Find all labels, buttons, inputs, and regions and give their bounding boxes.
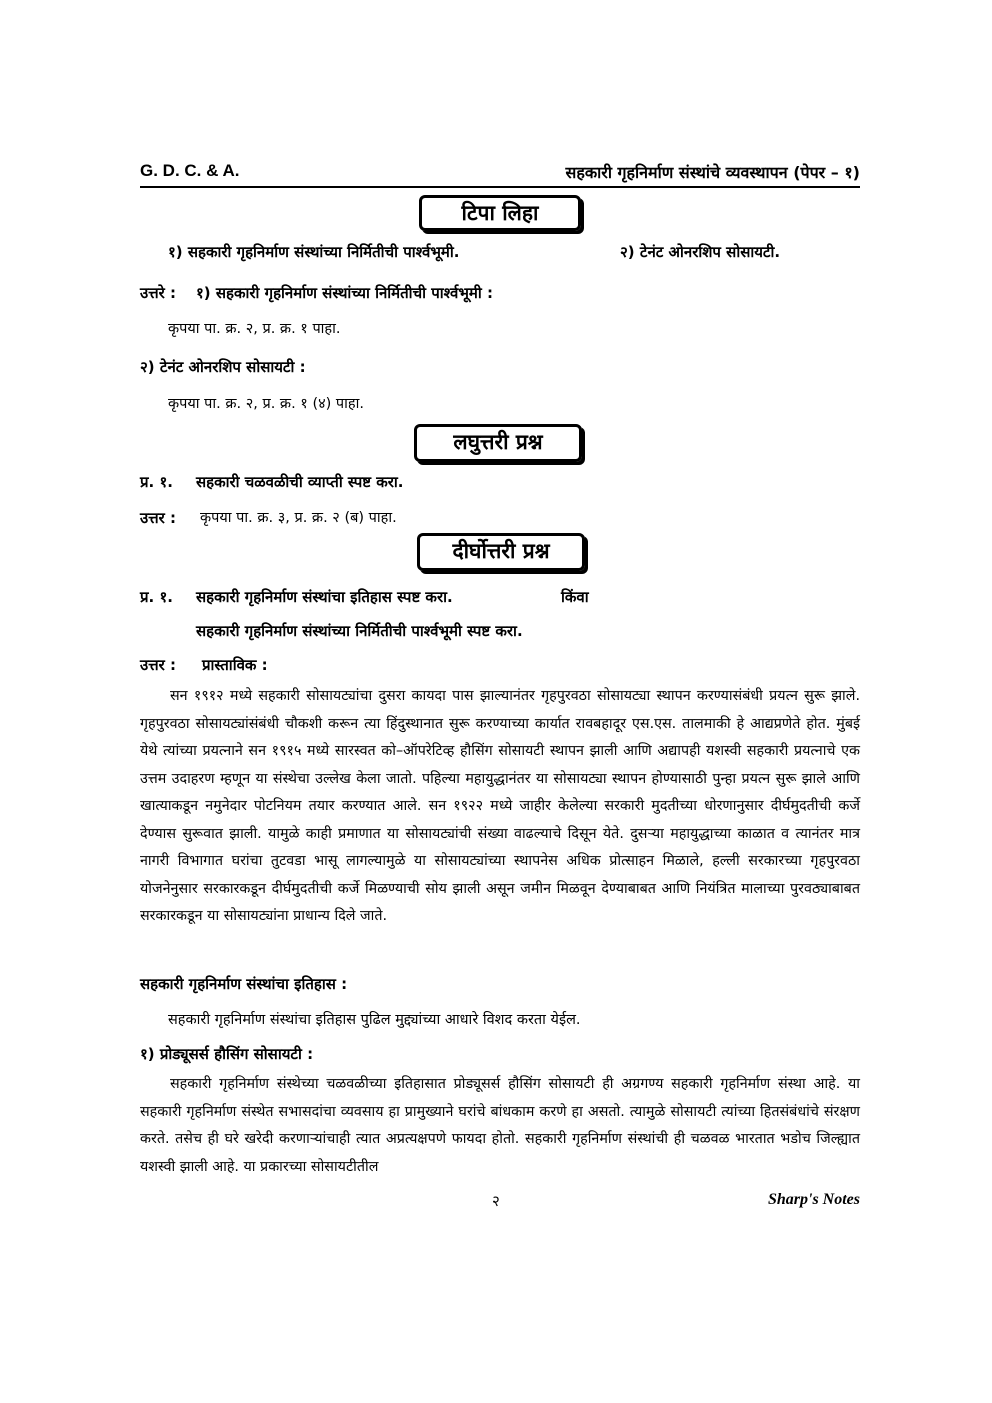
header-divider: [140, 186, 860, 188]
short-question-text: सहकारी चळवळीची व्याप्ती स्पष्ट करा.: [196, 473, 404, 491]
producers-heading: १) प्रोड्यूसर्स हौसिंग सोसायटी :: [140, 1045, 314, 1063]
answer-1-heading: १) सहकारी गृहनिर्माण संस्थांच्या निर्मितीची पार्श्वभूमी :: [196, 284, 493, 302]
long-question-label: प्र. १.: [140, 588, 173, 606]
header-subject-title: सहकारी गृहनिर्माण संस्थांचे व्यवस्थापन (पेपर – १): [565, 163, 860, 182]
short-answer-label: उत्तर :: [140, 509, 176, 527]
header-course-code: G. D. C. & A.: [140, 161, 240, 180]
section-title-short-answer: लघुत्तरी प्रश्न: [414, 424, 582, 462]
section-title-short-notes: टिपा लिहा: [419, 195, 581, 231]
question-2: २) टेनंट ओनरशिप सोसायटी.: [620, 243, 781, 261]
footer-brand: Sharp's Notes: [767, 1191, 860, 1208]
section-title-long-answer: दीर्घोत्तरी प्रश्न: [417, 533, 585, 571]
question-1: १) सहकारी गृहनिर्माण संस्थांच्या निर्मितीची पार्श्वभूमी.: [168, 243, 460, 261]
producers-paragraph: [140, 1071, 860, 1181]
intro-paragraph: [140, 683, 860, 931]
answers-label: उत्तरे :: [140, 284, 176, 302]
long-question-text-2: सहकारी गृहनिर्माण संस्थांच्या निर्मितीची पार्श्वभूमी स्पष्ट करा.: [196, 622, 523, 640]
answer-2-heading: २) टेनंट ओनरशिप सोसायटी :: [140, 358, 306, 376]
answer-1-text: कृपया पा. क्र. २, प्र. क्र. १ पाहा.: [168, 321, 341, 337]
intro-heading: प्रास्ताविक :: [202, 656, 268, 674]
answer-2-text: कृपया पा. क्र. २, प्र. क्र. १ (४) पाहा.: [168, 396, 364, 412]
long-question-text-1: सहकारी गृहनिर्माण संस्थांचा इतिहास स्पष्ट करा.: [196, 588, 453, 606]
short-answer-text: कृपया पा. क्र. ३, प्र. क्र. २ (ब) पाहा.: [200, 510, 397, 526]
long-answer-label: उत्तर :: [140, 656, 176, 674]
page-number: २: [492, 1192, 500, 1210]
short-question-label: प्र. १.: [140, 473, 173, 491]
producers-paragraph-text: सहकारी गृहनिर्माण संस्थेच्या चळवळीच्या इतिहासात प्रोड्यूसर्स हौसिंग सोसायटी ही अग्रगण्य सहकारी गृहनिर्माण संस्था आहे. या सहकारी गृहनिर्माण संस्थेत सभासदांचा व्यवसाय हा प्रामुख्याने घरांचे बांधकाम करणे हा असतो. त्यामुळे सोसायटी त्यांच्या हितसंबंधांचे संरक्षण करते. तसेच ही घरे खरेदी करणाऱ्यांचाही त्यात अप्रत्यक्षपणे फायदा होतो. सहकारी गृहनिर्माण संस्थांची ही चळवळ भारतात भडोच जिल्ह्यात यशस्वी झाली आहे. या प्रकारच्या सोसायटीतील: [140, 1076, 860, 1175]
history-heading: सहकारी गृहनिर्माण संस्थांचा इतिहास :: [140, 975, 348, 993]
history-text: सहकारी गृहनिर्माण संस्थांचा इतिहास पुढिल मुद्द्यांच्या आधारे विशद करता येईल.: [168, 1012, 581, 1028]
long-question-or: किंवा: [561, 588, 589, 606]
intro-paragraph-text: सन १९१२ मध्ये सहकारी सोसायट्यांचा दुसरा कायदा पास झाल्यानंतर गृहपुरवठा सोसायट्या स्थापन करण्यासंबंधी प्रयत्न सुरू झाले. गृहपुरवठा सोसायट्यांसंबंधी चौकशी करून त्या हिंदुस्थानात सुरू करण्याच्या कार्यात रावबहादूर एस.एस. तालमाकी हे आद्यप्रणेते होत. मुंबई येथे त्यांच्या प्रयत्नाने सन १९१५ मध्ये सारस्वत को–ऑपरेटिव्ह हौसिंग सोसायटी स्थापन झाली आणि अद्यापही यशस्वी सहकारी प्रयत्नाचे एक उत्तम उदाहरण म्हणून या संस्थेचा उल्लेख केला जातो. पहिल्या महायुद्धानंतर या सोसायट्या स्थापन होण्यासाठी पुन्हा प्रयत्न सुरू झाले आणि खात्याकडून नमुनेदार पोटनियम तयार करण्यात आले. सन १९२२ मध्ये जाहीर केलेल्या सरकारी मुदतीच्या धोरणानुसार दीर्घमुदतीची कर्जे देण्यास सुरूवात झाली. यामुळे काही प्रमाणात या सोसायट्यांची संख्या वाढल्याचे दिसून येते. दुसऱ्या महायुद्धाच्या काळात व त्यानंतर मात्र नागरी विभागात घरांचा तुटवडा भासू लागल्यामुळे या सोसायट्यांच्या स्थापनेस अधिक प्रोत्साहन मिळाले, हल्ली सरकारच्या गृहपुरवठा योजनेनुसार सरकारकडून दीर्घमुदतीची कर्जे मिळण्याची सोय झाली असून जमीन मिळवून देण्याबाबत आणि नियंत्रित मालाच्या पुरवठ्याबाबत सरकारकडून या सोसायट्यांना प्राधान्य दिले जाते.: [140, 688, 860, 924]
